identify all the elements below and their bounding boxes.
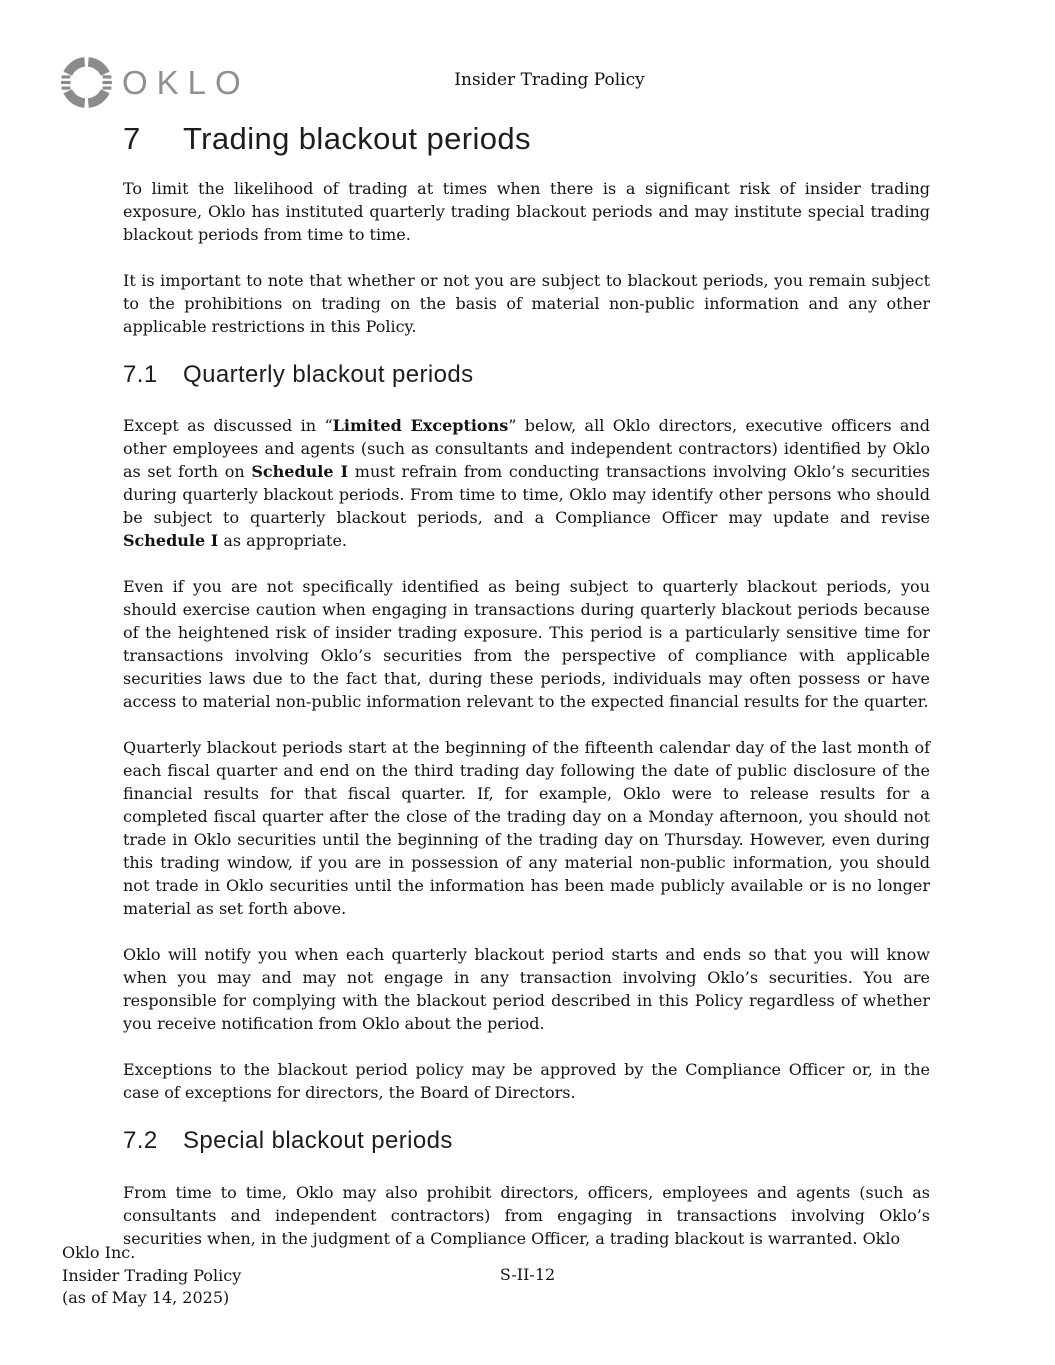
document-body [123,121,930,1273]
paragraph: Except as discussed in “Limited Exceptions” below, all Oklo directors, executive officers and other employees and agents (such as consultants and independent contractors) identified by Oklo as set forth on Schedule I must refrain from conducting transactions involving Oklo’s securities during quarterly blackout periods. From time to time, Oklo may identify other persons who should be subject to quarterly blackout periods, and a Compliance Officer may update and revise Schedule I as appropriate. [123,416,930,551]
paragraph: Quarterly blackout periods start at the beginning of the fifteenth calendar day of the last month of each fiscal quarter and end on the third trading day following the date of public disclosure of the financial results for that fiscal quarter. If, for example, Oklo were to release results for a completed fiscal quarter after the close of the trading day on a Monday afternoon, you should not trade in Oklo securities until the beginning of the trading day on Thursday. However, even during this trading window, if you are in possession of any material non-public information, you should not trade in Oklo securities until the information has been made publicly available or is no longer material as set forth above. [123,738,930,919]
footer-as-of-date: (as of May 14, 2025) [62,1288,230,1307]
paragraph: Even if you are not specifically identified as being subject to quarterly blackout periods, you should exercise caution when engaging in transactions during quarterly blackout periods because of the heightened risk of insider trading exposure. This period is a particularly sensitive time for transactions involving Oklo’s securities from the perspective of compliance with applicable securities laws due to the fact that, during these periods, individuals may often possess or have access to material non-public information relevant to the expected financial results for the quarter. [123,577,930,712]
paragraph: Exceptions to the blackout period policy may be approved by the Compliance Officer or, in the case of exceptions for directors, the Board of Directors. [123,1060,930,1103]
section-7-1-number: 7.1 [123,360,158,388]
section-7-2-heading [123,1127,930,1155]
page-number: S-II-12 [499,1265,556,1284]
bold-schedule-i: Schedule I [123,531,219,551]
footer-document: Insider Trading Policy [62,1265,242,1285]
section-7-1-heading [123,361,930,389]
paragraph: To limit the likelihood of trading at times when there is a significant risk of insider trading exposure, Oklo has instituted quarterly trading blackout periods and may institute special trading blackout periods from time to time. [123,178,930,244]
section-7-2-title: Special blackout periods [183,1127,453,1155]
paragraph: It is important to note that whether or not you are subject to blackout periods, you remain subject to the prohibitions on trading on the basis of material non-public information and any other applicable restrictions in this Policy. [123,270,930,336]
paragraph: Oklo will notify you when each quarterly blackout period starts and ends so that you will know when you may and may not engage in any transaction involving Oklo’s securities. You are responsible for complying with the blackout period described in this Policy regardless of whether you receive notification from Oklo about the period. [123,945,930,1034]
section-7-title: Trading blackout periods [183,121,531,156]
section-7-heading [123,121,930,157]
section-7-2-number: 7.2 [123,1127,158,1155]
bold-schedule-i: Schedule I [251,462,349,482]
section-7-1-title: Quarterly blackout periods [183,360,474,388]
bold-limited-exceptions: Limited Exceptions [332,416,509,436]
brand-wordmark: OKLO [122,64,250,101]
section-7-number: 7 [123,121,141,156]
paragraph: From time to time, Oklo may also prohibit directors, officers, employees and agents (such as consultants and independent contractors) from engaging in transactions involving Oklo’s securities when, in the judgment of a Compliance Officer, a trading blackout is warranted. Oklo [123,1182,930,1248]
document-header-title: Insider Trading Policy [454,70,645,90]
footer-company: Oklo Inc. [62,1243,136,1262]
